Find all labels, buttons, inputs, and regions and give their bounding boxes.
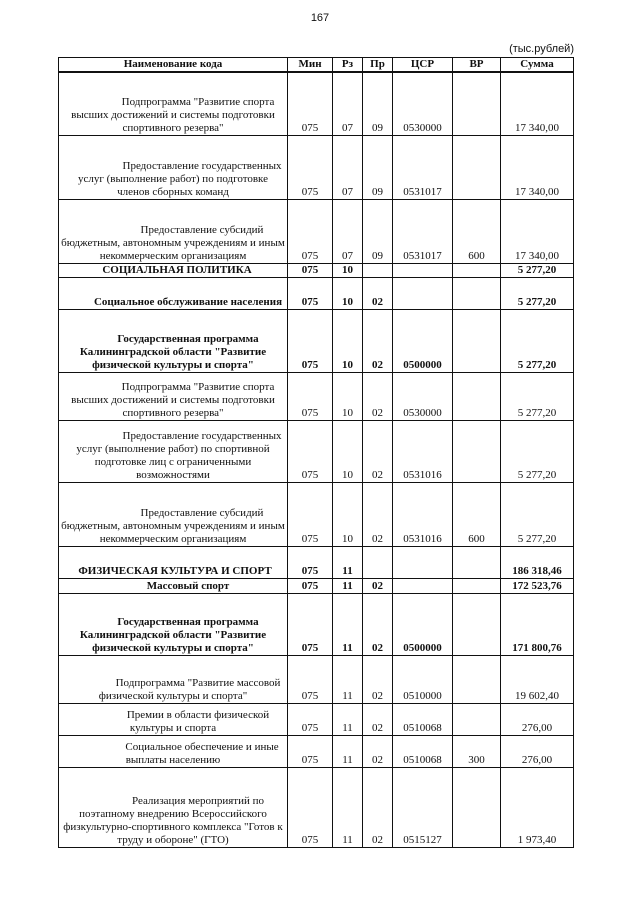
row-vr xyxy=(453,72,501,135)
table-row xyxy=(59,420,574,482)
row-pr: 02 xyxy=(363,655,393,703)
row-vr xyxy=(453,703,501,735)
row-pr: 02 xyxy=(363,593,393,655)
header-pr: Пр xyxy=(363,58,393,73)
row-pr xyxy=(363,546,393,578)
row-rz: 11 xyxy=(333,767,363,847)
row-name: Социальное обеспечение и иные выплаты населению xyxy=(59,735,288,767)
row-min: 075 xyxy=(288,482,333,546)
row-sum: 17 340,00 xyxy=(501,72,574,135)
row-csr xyxy=(393,277,453,309)
row-csr xyxy=(393,263,453,277)
row-name: Массовый спорт xyxy=(59,578,288,593)
row-csr: 0531017 xyxy=(393,135,453,199)
row-pr xyxy=(363,263,393,277)
row-sum: 5 277,20 xyxy=(501,277,574,309)
row-vr xyxy=(453,767,501,847)
row-name: Государственная программа Калининградской области "Развитие физической культуры и спорта" xyxy=(59,593,288,655)
row-csr: 0531017 xyxy=(393,199,453,263)
row-csr: 0510068 xyxy=(393,735,453,767)
row-csr: 0515127 xyxy=(393,767,453,847)
row-csr xyxy=(393,546,453,578)
row-sum: 186 318,46 xyxy=(501,546,574,578)
row-min: 075 xyxy=(288,767,333,847)
row-csr: 0531016 xyxy=(393,482,453,546)
row-min: 075 xyxy=(288,420,333,482)
row-name: Предоставление субсидий бюджетным, автономным учреждениям и иным некоммерческим организациям xyxy=(59,199,288,263)
row-csr: 0500000 xyxy=(393,593,453,655)
row-pr: 09 xyxy=(363,199,393,263)
row-pr: 09 xyxy=(363,135,393,199)
row-vr xyxy=(453,420,501,482)
row-sum: 1 973,40 xyxy=(501,767,574,847)
header-rz: Рз xyxy=(333,58,363,73)
row-sum: 276,00 xyxy=(501,735,574,767)
row-pr: 09 xyxy=(363,72,393,135)
row-sum: 5 277,20 xyxy=(501,420,574,482)
row-min: 075 xyxy=(288,593,333,655)
table-row xyxy=(59,277,574,309)
row-rz: 07 xyxy=(333,72,363,135)
row-pr: 02 xyxy=(363,703,393,735)
table-row xyxy=(59,72,574,135)
row-rz: 07 xyxy=(333,199,363,263)
row-csr: 0530000 xyxy=(393,372,453,420)
page-number: 167 xyxy=(310,12,330,24)
row-csr: 0530000 xyxy=(393,72,453,135)
row-sum: 5 277,20 xyxy=(501,263,574,277)
row-vr xyxy=(453,546,501,578)
row-name: Предоставление государственных услуг (выполнение работ) по подготовке членов сборных команд xyxy=(59,135,288,199)
row-csr: 0500000 xyxy=(393,309,453,372)
row-min: 075 xyxy=(288,277,333,309)
row-vr: 300 xyxy=(453,735,501,767)
row-rz: 11 xyxy=(333,655,363,703)
table-row xyxy=(59,703,574,735)
row-csr: 0510068 xyxy=(393,703,453,735)
row-vr xyxy=(453,309,501,372)
table-row xyxy=(59,263,574,277)
row-min: 075 xyxy=(288,703,333,735)
row-sum: 17 340,00 xyxy=(501,135,574,199)
row-sum: 5 277,20 xyxy=(501,372,574,420)
row-name: СОЦИАЛЬНАЯ ПОЛИТИКА xyxy=(59,263,288,277)
row-name: Подпрограмма "Развитие массовой физической культуры и спорта" xyxy=(59,655,288,703)
row-vr xyxy=(453,135,501,199)
header-sum: Сумма xyxy=(501,58,574,73)
row-min: 075 xyxy=(288,735,333,767)
table-row xyxy=(59,655,574,703)
row-vr xyxy=(453,372,501,420)
header-name: Наименование кода xyxy=(59,58,288,73)
row-sum: 5 277,20 xyxy=(501,309,574,372)
row-rz: 11 xyxy=(333,703,363,735)
row-sum: 276,00 xyxy=(501,703,574,735)
row-sum: 17 340,00 xyxy=(501,199,574,263)
row-min: 075 xyxy=(288,578,333,593)
table-row xyxy=(59,372,574,420)
row-rz: 10 xyxy=(333,482,363,546)
row-name: Подпрограмма "Развитие спорта высших достижений и системы подготовки спортивного резерва" xyxy=(59,372,288,420)
row-vr: 600 xyxy=(453,199,501,263)
table-row xyxy=(59,735,574,767)
row-vr xyxy=(453,578,501,593)
row-min: 075 xyxy=(288,372,333,420)
row-rz: 10 xyxy=(333,420,363,482)
row-rz: 07 xyxy=(333,135,363,199)
row-pr: 02 xyxy=(363,420,393,482)
row-rz: 11 xyxy=(333,735,363,767)
row-csr xyxy=(393,578,453,593)
row-pr: 02 xyxy=(363,482,393,546)
row-pr: 02 xyxy=(363,735,393,767)
row-name: Премии в области физической культуры и спорта xyxy=(59,703,288,735)
row-rz: 11 xyxy=(333,546,363,578)
row-csr: 0510000 xyxy=(393,655,453,703)
table-row xyxy=(59,482,574,546)
table-row xyxy=(59,767,574,847)
row-sum: 19 602,40 xyxy=(501,655,574,703)
table-row xyxy=(59,593,574,655)
row-name: ФИЗИЧЕСКАЯ КУЛЬТУРА И СПОРТ xyxy=(59,546,288,578)
table-row xyxy=(59,546,574,578)
row-sum: 5 277,20 xyxy=(501,482,574,546)
row-name: Государственная программа Калининградской области "Развитие физической культуры и спорта" xyxy=(59,309,288,372)
row-name: Подпрограмма "Развитие спорта высших достижений и системы подготовки спортивного резерва" xyxy=(59,72,288,135)
row-rz: 10 xyxy=(333,309,363,372)
row-vr xyxy=(453,277,501,309)
row-rz: 10 xyxy=(333,263,363,277)
header-csr: ЦСР xyxy=(393,58,453,73)
header-min: Мин xyxy=(288,58,333,73)
row-rz: 11 xyxy=(333,578,363,593)
row-vr xyxy=(453,263,501,277)
row-min: 075 xyxy=(288,309,333,372)
budget-table xyxy=(58,57,574,848)
row-min: 075 xyxy=(288,199,333,263)
row-name: Социальное обслуживание населения xyxy=(59,277,288,309)
row-rz: 11 xyxy=(333,593,363,655)
row-pr: 02 xyxy=(363,578,393,593)
row-min: 075 xyxy=(288,135,333,199)
row-vr xyxy=(453,593,501,655)
table-row xyxy=(59,578,574,593)
row-rz: 10 xyxy=(333,372,363,420)
table-header-row xyxy=(59,58,574,73)
row-name: Реализация мероприятий по поэтапному внедрению Всероссийского физкультурно-спортивного комплекса "Готов к труду и обороне" (ГТО) xyxy=(59,767,288,847)
row-pr: 02 xyxy=(363,309,393,372)
units-label: (тыс.рублей) xyxy=(509,43,574,55)
row-vr: 600 xyxy=(453,482,501,546)
row-sum: 171 800,76 xyxy=(501,593,574,655)
table-row xyxy=(59,199,574,263)
row-min: 075 xyxy=(288,72,333,135)
row-csr: 0531016 xyxy=(393,420,453,482)
row-name: Предоставление государственных услуг (выполнение работ) по спортивной подготовке лиц с ограниченными возможностями xyxy=(59,420,288,482)
row-sum: 172 523,76 xyxy=(501,578,574,593)
row-min: 075 xyxy=(288,546,333,578)
row-vr xyxy=(453,655,501,703)
row-name: Предоставление субсидий бюджетным, автономным учреждениям и иным некоммерческим организациям xyxy=(59,482,288,546)
row-min: 075 xyxy=(288,655,333,703)
row-min: 075 xyxy=(288,263,333,277)
table-row xyxy=(59,135,574,199)
row-rz: 10 xyxy=(333,277,363,309)
header-vr: ВР xyxy=(453,58,501,73)
row-pr: 02 xyxy=(363,767,393,847)
table-row xyxy=(59,309,574,372)
row-pr: 02 xyxy=(363,277,393,309)
row-pr: 02 xyxy=(363,372,393,420)
